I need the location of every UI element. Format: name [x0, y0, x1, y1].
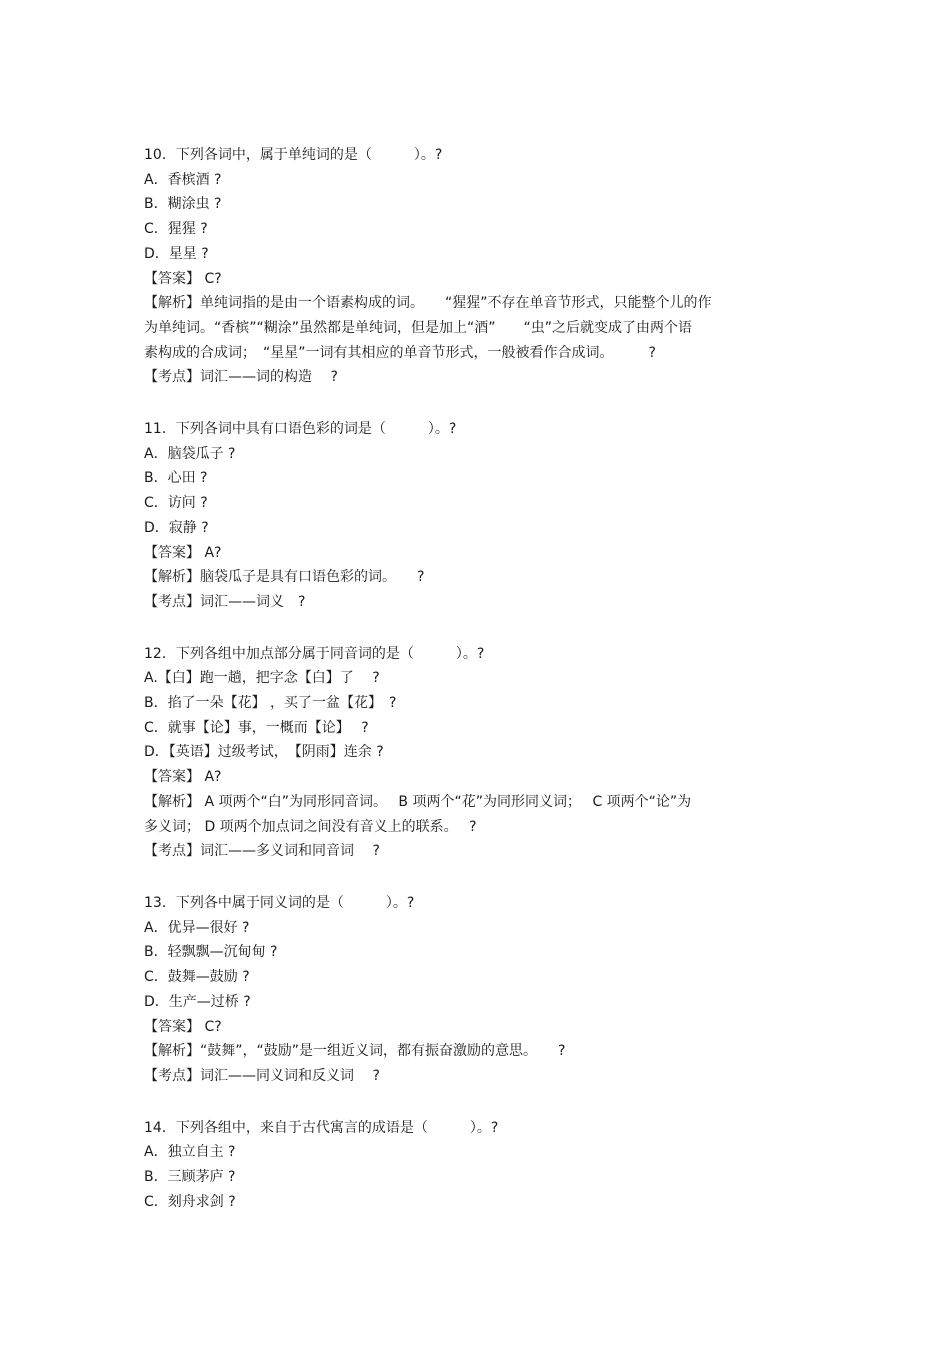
question-stem: 11．下列各词中具有口语色彩的词是（ ）。?: [144, 421, 457, 438]
question-10: [144, 143, 804, 390]
option-c: C．刻舟求剑 ?: [144, 1193, 236, 1210]
option-b: B．掐了一朵【花】 ，买了一盆【花】 ?: [144, 695, 397, 712]
topic: 【考点】词汇——同义词和反义词 ?: [144, 1067, 380, 1084]
option-c: C．就事【论】事，一概而【论】 ?: [144, 719, 369, 736]
option-a: A．脑袋瓜子 ?: [144, 445, 236, 462]
question-14: [144, 1116, 804, 1215]
question-stem: 13．下列各中属于同义词的是（ ）。?: [144, 894, 415, 911]
question-12: [144, 642, 804, 864]
option-d: D．寂静 ?: [144, 519, 209, 536]
option-a: A．香槟酒 ?: [144, 171, 222, 188]
question-stem: 14．下列各组中，来自于古代寓言的成语是（ ）。?: [144, 1119, 499, 1136]
option-b: B．心田 ?: [144, 470, 208, 487]
question-stem: 10．下列各词中，属于单纯词的是（ ）。?: [144, 147, 443, 163]
topic: 【考点】词汇——多义词和同音词 ?: [144, 843, 380, 860]
explanation-line: 多义词； D 项两个加点词之间没有音义上的联系。 ?: [144, 818, 477, 835]
option-b: B．三顾茅庐 ?: [144, 1169, 236, 1186]
explanation-line: 为单纯词。“香槟”“糊涂”虽然都是单纯词，但是加上“酒” “虫”之后就变成了由两个语: [144, 319, 693, 336]
topic: 【考点】词汇——词义 ?: [144, 593, 306, 610]
option-c: C．访问 ?: [144, 495, 208, 512]
question-stem: 12．下列各组中加点部分属于同音词的是（ ）。?: [144, 645, 485, 662]
option-b: B．糊涂虫 ?: [144, 196, 222, 213]
option-c: C．猩猩 ?: [144, 221, 208, 238]
explanation-line: 【解析】 A 项两个“白”为同形同音词。 B 项两个“花”为同形同义词； C 项两个“论”为: [144, 793, 692, 810]
option-a: A.【白】跑一趟，把字念【白】了 ?: [144, 670, 380, 687]
answer: 【答案】 A?: [144, 769, 222, 786]
spacer: [144, 1089, 804, 1116]
option-d: D．星星 ?: [144, 245, 209, 262]
explanation-line: 【解析】单纯词指的是由一个语素构成的词。 “猩猩”不存在单音节形式，只能整个儿的作: [144, 295, 712, 312]
option-b: B．轻飘飘—沉甸甸 ?: [144, 944, 278, 961]
option-d: D．【英语】过级考试， 【阴雨】连余 ?: [144, 744, 384, 761]
question-13: [144, 891, 804, 1089]
option-a: A．独立自主 ?: [144, 1144, 236, 1161]
answer: 【答案】 A?: [144, 544, 222, 561]
topic: 【考点】词汇——词的构造 ?: [144, 369, 338, 386]
explanation-line: 【解析】脑袋瓜子是具有口语色彩的词。 ?: [144, 569, 425, 586]
explanation-line: 【解析】“鼓舞”，“鼓励”是一组近义词，都有振奋激励的意思。 ?: [144, 1043, 566, 1060]
option-d: D．生产—过桥 ?: [144, 993, 251, 1010]
answer: 【答案】 C?: [144, 1018, 222, 1035]
spacer: [144, 864, 804, 891]
answer: 【答案】 C?: [144, 270, 222, 287]
question-11: [144, 417, 804, 615]
question-list: [144, 143, 804, 1214]
explanation-line: 素构成的合成词； “星星”一词有其相应的单音节形式，一般被看作合成词。 ?: [144, 344, 656, 361]
spacer: [144, 615, 804, 642]
spacer: [144, 390, 804, 417]
option-a: A．优异—很好 ?: [144, 919, 250, 936]
option-c: C．鼓舞—鼓励 ?: [144, 969, 250, 986]
